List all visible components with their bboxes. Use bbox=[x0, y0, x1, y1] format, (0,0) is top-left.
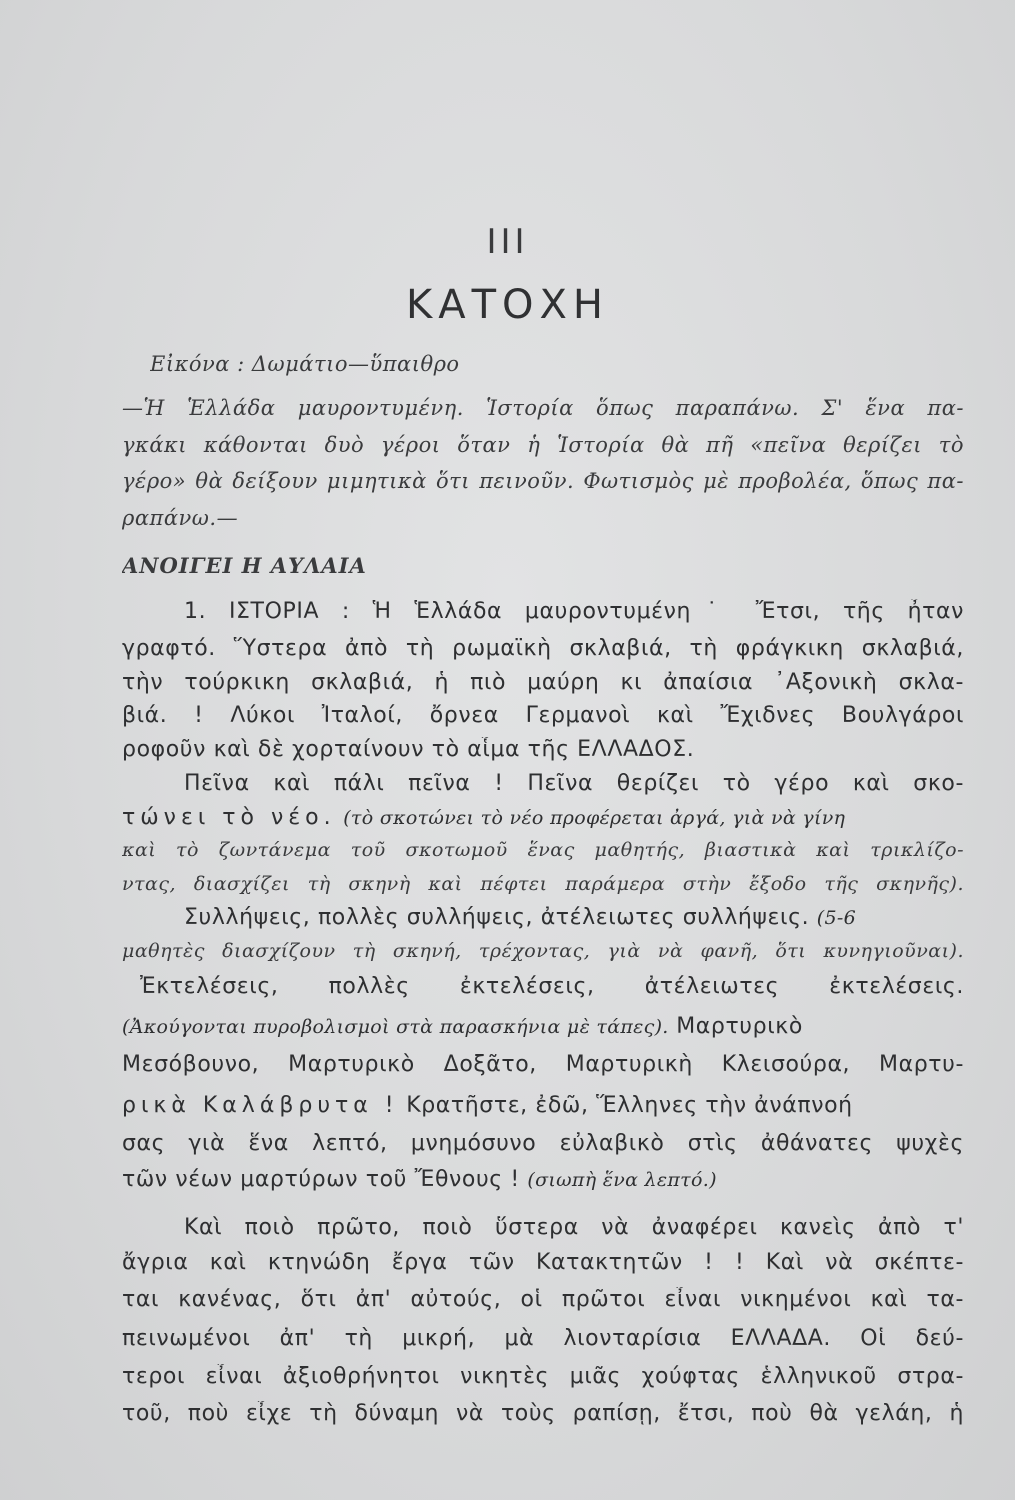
body-line: τοῦ, ποὺ εἶχε τὴ δύναμη νὰ τοὺς ραπίσῃ, ἔτσι, ποὺ θὰ γελάη, ἡ bbox=[122, 1401, 964, 1426]
body-line: σας γιὰ ἕνα λεπτό, μνημόσυνο εὐλαβικὸ στὶς ἀθάνατες ψυχὲς bbox=[122, 1131, 964, 1156]
body-line bbox=[122, 1014, 964, 1039]
scene-description: Εἰκόνα : Δωμάτιο—ὕπαιθρο bbox=[150, 352, 460, 376]
stage-direction-line: γκάκι κάθονται δυὸ γέροι ὅταν ἡ Ἱστορία θὰ πῆ «πεῖνα θερίζει τὸ bbox=[122, 433, 964, 457]
stage-direction-line: ραπάνω.— bbox=[122, 506, 239, 530]
chapter-numeral: III bbox=[486, 222, 529, 262]
stage-direction-inline: (Ἀκούγονται πυροβολισμοὶ στὰ παρασκήνια μὲ τάπες). bbox=[122, 1016, 669, 1038]
body-line: βιά. ! Λύκοι Ἰταλοί, ὄρνεα Γερμανοὶ καὶ Ἔχιδνες Βουλγάροι bbox=[122, 703, 964, 728]
body-line: Πεῖνα καὶ πάλι πεῖνα ! Πεῖνα θερίζει τὸ γέρο καὶ σκο- bbox=[184, 771, 964, 796]
body-line: Καὶ ποιὸ πρῶτο, ποιὸ ὕστερα νὰ ἀναφέρει κανεὶς ἀπὸ τ' bbox=[184, 1215, 964, 1240]
stage-direction-inline: (τὸ σκοτώνει τὸ νέο προφέρεται ἀργά, γιὰ νὰ γίνη bbox=[343, 807, 846, 829]
body-line bbox=[122, 805, 964, 830]
stage-direction-line: μαθητὲς διασχίζουν τὴ σκηνή, τρέχοντας, γιὰ νὰ φανῆ, ὅτι κυνηγιοῦναι). bbox=[122, 940, 964, 962]
body-line: Μεσόβουνο, Μαρτυρικὸ Δοξᾶτο, Μαρτυρικὴ Κλεισούρα, Μαρτυ- bbox=[122, 1052, 964, 1077]
stage-direction-line: ντας, διασχίζει τὴ σκηνὴ καὶ πέφτει παράμερα στὴν ἔξοδο τῆς σκηνῆς). bbox=[122, 873, 964, 895]
body-line: ροφοῦν καὶ δὲ χορταίνουν τὸ αἷμα τῆς ΕΛΛΑΔΟΣ. bbox=[122, 737, 695, 762]
body-line: γραφτό. Ὕστερα ἀπὸ τὴ ρωμαϊκὴ σκλαβιά, τὴ φράγκικη σκλαβιά, bbox=[122, 636, 964, 661]
body-line bbox=[122, 1093, 964, 1118]
stage-direction-inline: (5-6 bbox=[816, 907, 856, 929]
stage-direction-line: καὶ τὸ ζωντάνεμα τοῦ σκοτωμοῦ ἕνας μαθητής, βιαστικὰ καὶ τρικλίζο- bbox=[122, 839, 964, 861]
curtain-rises: ΑΝΟΙΓΕΙ Η ΑΥΛΑΙΑ bbox=[122, 553, 367, 578]
body-line: 1. ΙΣΤΟΡΙΑ : Ἡ Ἑλλάδα μαυροντυμένη˙ Ἔτσι, τῆς ἦταν bbox=[184, 599, 964, 624]
chapter-title: ΚΑΤΟΧΗ bbox=[406, 282, 609, 328]
arrests-text: Συλλήψεις, πολλὲς συλλήψεις, ἀτέλειωτες συλλήψεις. bbox=[184, 905, 810, 930]
stage-direction-line: —Ἡ Ἑλλάδα μαυροντυμένη. Ἱστορία ὅπως παραπάνω. Σ' ἕνα πα- bbox=[122, 396, 964, 420]
body-line: Ἐκτελέσεις, πολλὲς ἐκτελέσεις, ἀτέλειωτες ἐκτελέσεις. bbox=[140, 974, 964, 999]
body-line: τὴν τούρκικη σκλαβιά, ἡ πιὸ μαύρη κι ἀπαίσια ᾿Αξονικὴ σκλα- bbox=[122, 670, 964, 695]
stage-direction-inline: (σιωπὴ ἕνα λεπτό.) bbox=[527, 1169, 717, 1191]
body-text: τῶν νέων μαρτύρων τοῦ Ἔθνους ! bbox=[122, 1167, 520, 1192]
kalavryta-text: ρικὰ Καλάβρυτα ! bbox=[122, 1093, 399, 1118]
spaced-phrase: τώνει τὸ νέο. bbox=[122, 805, 336, 830]
martyr-text: Μαρτυρικὸ bbox=[676, 1014, 803, 1039]
body-text: Κρατῆστε, ἐδῶ, Ἕλληνες τὴν ἀνάπνοή bbox=[406, 1093, 853, 1118]
body-line: ται κανένας, ὅτι ἀπ' αὐτούς, οἱ πρῶτοι εἶναι νικημένοι καὶ τα- bbox=[122, 1287, 964, 1312]
body-line bbox=[122, 1167, 964, 1192]
body-line bbox=[184, 905, 964, 930]
body-line: ἄγρια καὶ κτηνώδη ἔργα τῶν Κατακτητῶν ! ! Καὶ νὰ σκέπτε- bbox=[122, 1250, 964, 1275]
body-line: τεροι εἶναι ἀξιοθρήνητοι νικητὲς μιᾶς χούφτας ἑλληνικοῦ στρα- bbox=[122, 1364, 964, 1389]
body-line: πεινωμένοι ἀπ' τὴ μικρή, μὰ λιονταρίσια ΕΛΛΑΔΑ. Οἱ δεύ- bbox=[122, 1326, 964, 1351]
stage-direction-line: γέρο» θὰ δείξουν μιμητικὰ ὅτι πεινοῦν. Φωτισμὸς μὲ προβολέα, ὅπως πα- bbox=[122, 469, 964, 493]
